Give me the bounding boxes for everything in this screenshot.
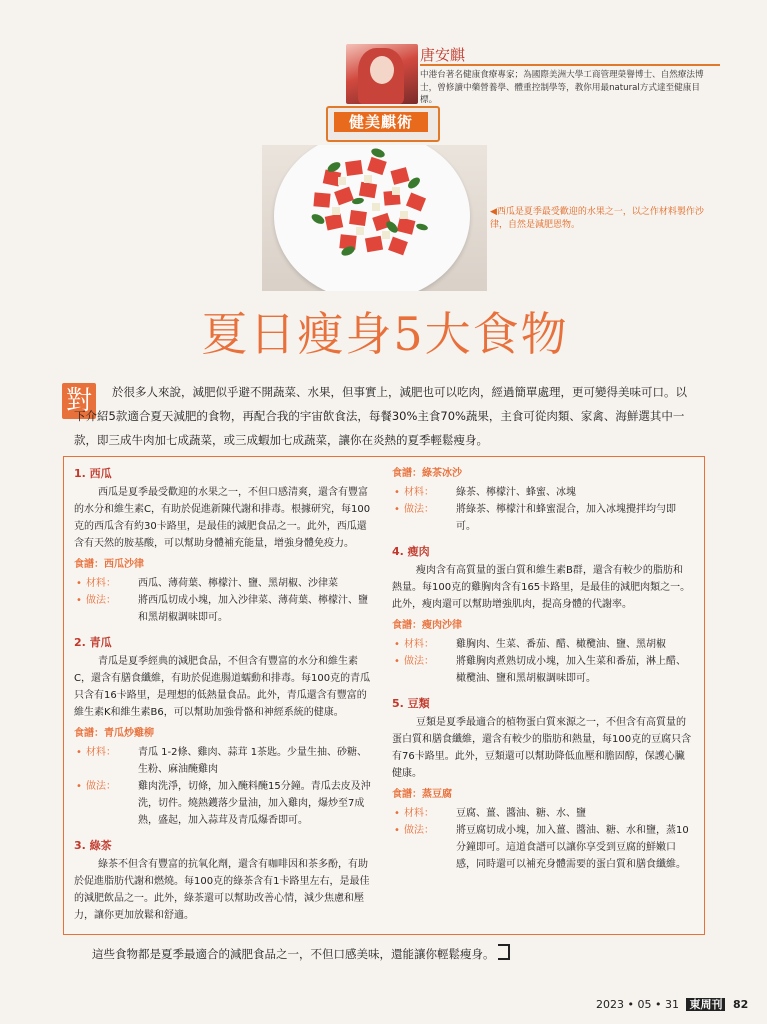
section-heading: 4. 瘦肉 xyxy=(392,545,430,558)
ingredients-item xyxy=(394,636,692,653)
page-footer xyxy=(596,996,748,1012)
end-mark-icon xyxy=(498,944,510,960)
right-column xyxy=(392,463,692,873)
method-label: 做法： xyxy=(404,504,434,515)
method-item xyxy=(76,778,374,829)
section-paragraph: 綠茶不但含有豐富的抗氧化劑，還含有咖啡因和茶多酚，有助於促進脂肪代謝和燃燒。每100克的綠茶含有1卡路里左右，是最佳的減肥飲品之一。此外，綠茶還可以幫助改善心情，減少焦慮和壓力，讓你更加放鬆和舒適。 xyxy=(74,859,370,921)
ingredients-label: 材料： xyxy=(86,578,116,589)
column-tag: 健美麒術 xyxy=(334,112,428,132)
ingredients-label: 材料： xyxy=(404,808,434,819)
photo-caption: ◀西瓜是夏季最受歡迎的水果之一，以之作材料製作沙律，自然是減肥恩物。 xyxy=(490,207,704,230)
intro-text: 於很多人來說，減肥似乎避不開蔬菜、水果，但事實上，減肥也可以吃肉，經過簡單處理，更可變得美味可口。以下介紹5款適合夏天減肥的食物，再配合我的宇宙飲食法，每餐30%主食70%蔬果，主食可從肉類、家禽、海鮮選其中一款，即三成牛肉加七成蔬菜，或三成蝦加七成蔬菜，讓你在炎熱的夏季輕鬆瘦身。 xyxy=(74,385,687,447)
section-paragraph: 瘦肉含有高質量的蛋白質和維生素B群，還含有較少的脂肪和熱量。每100克的雞胸肉含有165卡路里，是最佳的減肥肉類之一。此外，瘦肉還可以幫助增強肌肉，提高身體的代謝率。 xyxy=(392,565,691,610)
bullet-icon: • xyxy=(76,747,82,758)
ingredients-text: 西瓜、薄荷葉、檸檬汁、鹽、黑胡椒、沙律菜 xyxy=(138,578,338,589)
article-title: 夏日瘦身5大食物 xyxy=(201,307,569,361)
page-number: 82 xyxy=(732,998,749,1011)
ingredients-text: 雞胸肉、生菜、番茄、醋、橄欖油、鹽、黑胡椒 xyxy=(456,639,666,650)
bullet-icon: • xyxy=(394,639,400,650)
section-heading: 1. 西瓜 xyxy=(74,467,112,480)
method-label: 做法： xyxy=(86,781,116,792)
bullet-icon: • xyxy=(76,578,82,589)
recipe-title: 食譜：青瓜炒雞柳 xyxy=(74,728,154,739)
intro-dropcap: 對 xyxy=(62,383,96,419)
bullet-icon: • xyxy=(394,504,400,515)
method-item xyxy=(76,592,374,626)
method-item xyxy=(394,653,692,687)
method-text: 將綠茶、檸檬汁和蜂蜜混合，加入冰塊攪拌均勻即可。 xyxy=(456,504,676,532)
ingredients-text: 綠茶、檸檬汁、蜂蜜、冰塊 xyxy=(456,487,576,498)
bullet-icon: • xyxy=(394,656,400,667)
ingredients-item xyxy=(76,744,374,778)
bullet-icon: • xyxy=(394,487,400,498)
bullet-icon: • xyxy=(76,595,82,606)
ingredients-label: 材料： xyxy=(404,487,434,498)
section-heading: 5. 豆類 xyxy=(392,697,430,710)
closing-text: 這些食物都是夏季最適合的減肥食品之一，不但口感美味，還能讓你輕鬆瘦身。 xyxy=(92,947,495,961)
section-heading: 2. 青瓜 xyxy=(74,636,112,649)
author-face-shape xyxy=(370,56,394,84)
ingredients-item xyxy=(394,805,692,822)
closing-line xyxy=(92,944,692,962)
method-text: 將豆腐切成小塊，加入薑、醬油、糖、水和鹽，蒸10分鐘即可。這道食譜可以讓你享受到豆腐的鮮嫩口感，同時還可以補充身體需要的蛋白質和膳食纖維。 xyxy=(456,825,689,870)
method-text: 將雞胸肉煮熟切成小塊，加入生菜和番茄，淋上醋、橄欖油、鹽和黑胡椒調味即可。 xyxy=(456,656,686,684)
author-bio: 中港台著名健康食療專家；為國際美洲大學工商管理榮譽博士、自然療法博士，曾修讀中藥營養學、體重控制學等，教你用最natural方式達至健康目標。 xyxy=(420,70,704,105)
ingredients-label: 材料： xyxy=(404,639,434,650)
watermelon-salad-illustration xyxy=(274,145,470,291)
author-photo xyxy=(346,44,418,104)
method-text: 雞肉洗淨，切條，加入醃料醃15分鐘。青瓜去皮及沖洗，切件。燒熱鑊落少量油，加入雞肉，爆炒至7成熟，盛起，加入蒜茸及青瓜爆香即可。 xyxy=(138,781,371,826)
ingredients-text: 青瓜 1-2條、雞肉、蒜茸 1茶匙。少量生抽、砂糖、生粉、麻油醃雞肉 xyxy=(138,747,368,775)
method-item xyxy=(394,822,692,873)
bullet-icon: • xyxy=(394,808,400,819)
ingredients-text: 豆腐、薑、醬油、糖、水、鹽 xyxy=(456,808,586,819)
method-label: 做法： xyxy=(404,825,434,836)
recipe-title: 食譜：綠茶冰沙 xyxy=(392,468,462,479)
intro-paragraph xyxy=(74,380,694,452)
author-name: 唐安麒 xyxy=(420,46,466,64)
recipe-title: 食譜：瘦肉沙律 xyxy=(392,620,462,631)
section-paragraph: 西瓜是夏季最受歡迎的水果之一，不但口感清爽，還含有豐富的水分和維生素C，有助於促進新陳代謝和排毒。根據研究，每100克的西瓜含有約30卡路里，是最佳的減肥食品之一。此外，西瓜還含有天然的胺基酸，可以幫助身體補充能量，增強身體免疫力。 xyxy=(74,487,371,549)
method-label: 做法： xyxy=(86,595,116,606)
section-paragraph: 豆類是夏季最適合的植物蛋白質來源之一，不但含有高質量的蛋白質和膳食纖維，還含有較少的脂肪和熱量，每100克的豆腐只含有76卡路里。此外，豆類還可以幫助降低血壓和膽固醇，保護心臟健康。 xyxy=(392,717,692,779)
issue-date: 2023 • 05 • 31 xyxy=(596,998,679,1011)
author-divider xyxy=(420,64,720,66)
ingredients-item xyxy=(394,484,692,501)
bullet-icon: • xyxy=(394,825,400,836)
ingredients-label: 材料： xyxy=(86,747,116,758)
method-label: 做法： xyxy=(404,656,434,667)
section-heading: 3. 綠茶 xyxy=(74,839,112,852)
method-text: 將西瓜切成小塊，加入沙律菜、薄荷葉、檸檬汁、鹽和黑胡椒調味即可。 xyxy=(138,595,368,623)
column-tag-frame xyxy=(326,106,440,142)
left-column xyxy=(74,463,374,928)
bullet-icon: • xyxy=(76,781,82,792)
method-item xyxy=(394,501,692,535)
ingredients-item xyxy=(76,575,374,592)
recipe-title: 食譜：西瓜沙律 xyxy=(74,559,144,570)
plate xyxy=(274,145,470,291)
recipe-title: 食譜：蒸豆腐 xyxy=(392,789,452,800)
magazine-logo: 東周刊 xyxy=(686,998,725,1011)
section-paragraph: 青瓜是夏季經典的減肥食品，不但含有豐富的水分和維生素C，還含有膳食纖維，有助於促進腸道蠕動和排毒。每100克的青瓜只含有16卡路里，是理想的低熱量食品。此外，青瓜還含有豐富的維生素K和維生素B6，可以幫助加強骨骼和神經系統的健康。 xyxy=(74,656,371,718)
foods-box xyxy=(63,456,705,935)
watermelon-salad-photo xyxy=(262,145,487,291)
